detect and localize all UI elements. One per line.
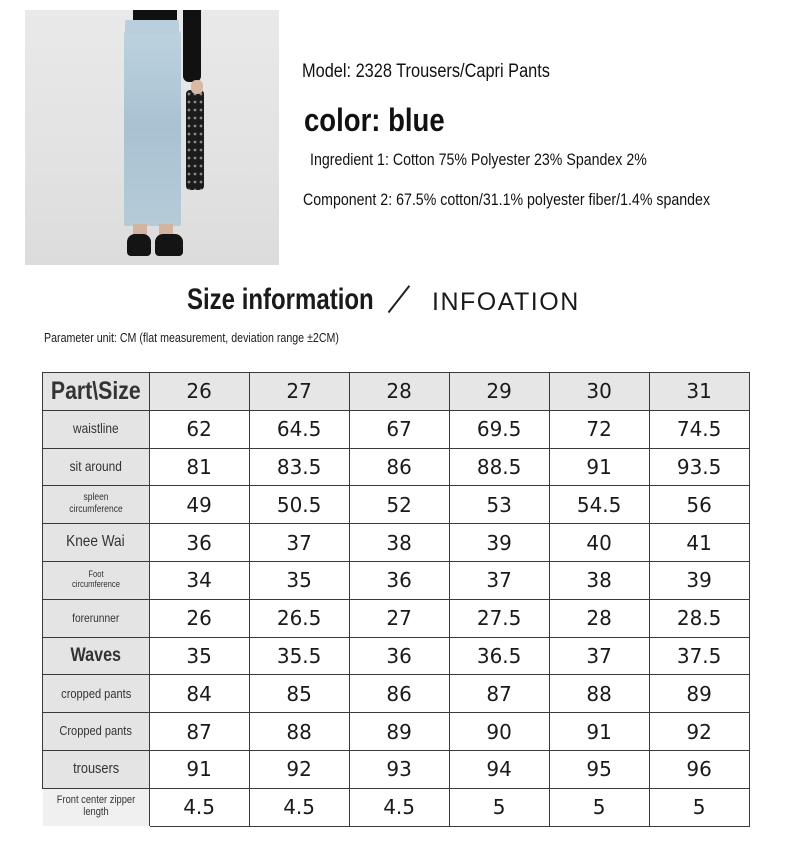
table-cell: 37 — [449, 561, 549, 599]
size-table — [42, 372, 750, 827]
table-cell: 36 — [349, 637, 449, 675]
table-row — [43, 448, 750, 486]
size-header: 31 — [649, 373, 749, 411]
component-2: Component 2: 67.5% cotton/31.1% polyester fiber/1.4% spandex — [303, 191, 711, 209]
part-label: Knee Wai — [43, 524, 150, 562]
size-header: 30 — [549, 373, 649, 411]
table-cell: 67 — [349, 410, 449, 448]
jeans-left-leg — [124, 30, 154, 226]
table-cell: 95 — [549, 750, 649, 788]
table-cell: 88 — [549, 675, 649, 713]
table-cell: 35.5 — [249, 637, 349, 675]
ingredient-1: Ingredient 1: Cotton 75% Polyester 23% Spandex 2% — [310, 151, 647, 169]
table-cell: 69.5 — [449, 410, 549, 448]
table-cell: 27 — [349, 599, 449, 637]
table-cell: 94 — [449, 750, 549, 788]
parameter-note: Parameter unit: CM (flat measurement, deviation range ±2CM) — [44, 330, 339, 345]
table-row — [43, 675, 750, 713]
part-label: spleen circumference — [43, 486, 150, 524]
color-label: color: blue — [304, 102, 445, 138]
table-cell: 4.5 — [149, 788, 249, 826]
size-header: 27 — [249, 373, 349, 411]
table-cell: 93.5 — [649, 448, 749, 486]
size-header: 28 — [349, 373, 449, 411]
size-header: 26 — [149, 373, 249, 411]
table-cell: 93 — [349, 750, 449, 788]
table-cell: 49 — [149, 486, 249, 524]
black-sleeve — [183, 10, 201, 82]
part-label: Foot circumference — [43, 561, 150, 599]
black-top — [133, 10, 177, 20]
table-cell: 35 — [149, 637, 249, 675]
table-cell: 37.5 — [649, 637, 749, 675]
table-cell: 86 — [349, 675, 449, 713]
table-cell: 54.5 — [549, 486, 649, 524]
part-label: waistline — [43, 410, 150, 448]
table-cell: 5 — [449, 788, 549, 826]
table-cell: 37 — [249, 524, 349, 562]
table-cell: 87 — [149, 713, 249, 751]
table-cell: 96 — [649, 750, 749, 788]
table-cell: 28.5 — [649, 599, 749, 637]
part-label: Waves — [43, 637, 150, 675]
loafer-shoe — [127, 234, 151, 256]
table-cell: 92 — [249, 750, 349, 788]
size-section-title: Size information — [187, 283, 374, 316]
table-cell: 88.5 — [449, 448, 549, 486]
title-separator — [388, 285, 410, 313]
part-label: cropped pants — [43, 675, 150, 713]
table-cell: 81 — [149, 448, 249, 486]
table-cell: 38 — [349, 524, 449, 562]
table-cell: 90 — [449, 713, 549, 751]
model-label: Model: 2328 Trousers/Capri Pants — [302, 61, 550, 82]
table-cell: 92 — [649, 713, 749, 751]
table-row — [43, 486, 750, 524]
table-cell: 26 — [149, 599, 249, 637]
table-row — [43, 599, 750, 637]
table-cell: 84 — [149, 675, 249, 713]
table-cell: 89 — [349, 713, 449, 751]
table-cell: 27.5 — [449, 599, 549, 637]
table-row — [43, 410, 750, 448]
loafer-shoe — [155, 234, 183, 256]
table-row — [43, 788, 750, 826]
table-cell: 91 — [549, 448, 649, 486]
part-label: forerunner — [43, 599, 150, 637]
table-row — [43, 524, 750, 562]
table-row — [43, 750, 750, 788]
hand — [191, 80, 203, 94]
table-cell: 89 — [649, 675, 749, 713]
table-cell: 91 — [549, 713, 649, 751]
part-label: trousers — [43, 750, 150, 788]
table-cell: 86 — [349, 448, 449, 486]
table-cell: 37 — [549, 637, 649, 675]
studded-bag — [186, 90, 204, 190]
part-label: sit around — [43, 448, 150, 486]
product-photo — [25, 10, 279, 265]
table-row — [43, 561, 750, 599]
table-cell: 39 — [649, 561, 749, 599]
table-cell: 5 — [649, 788, 749, 826]
table-cell: 39 — [449, 524, 549, 562]
jeans-waistband — [125, 20, 179, 34]
table-cell: 38 — [549, 561, 649, 599]
table-cell: 41 — [649, 524, 749, 562]
part-label: Front center zipper length — [43, 788, 150, 826]
table-cell: 36 — [149, 524, 249, 562]
table-cell: 87 — [449, 675, 549, 713]
table-cell: 88 — [249, 713, 349, 751]
table-cell: 64.5 — [249, 410, 349, 448]
table-cell: 5 — [549, 788, 649, 826]
table-cell: 35 — [249, 561, 349, 599]
table-cell: 28 — [549, 599, 649, 637]
table-cell: 34 — [149, 561, 249, 599]
table-cell: 74.5 — [649, 410, 749, 448]
size-header: 29 — [449, 373, 549, 411]
table-cell: 62 — [149, 410, 249, 448]
table-cell: 85 — [249, 675, 349, 713]
table-cell: 40 — [549, 524, 649, 562]
table-cell: 4.5 — [349, 788, 449, 826]
part-label: Cropped pants — [43, 713, 150, 751]
table-cell: 72 — [549, 410, 649, 448]
jeans-right-leg — [152, 30, 181, 226]
size-section-subtitle: INFOATION — [432, 288, 580, 316]
table-cell: 50.5 — [249, 486, 349, 524]
table-row — [43, 637, 750, 675]
table-cell: 83.5 — [249, 448, 349, 486]
table-cell: 36 — [349, 561, 449, 599]
corner-header: Part\Size — [43, 373, 150, 411]
size-header-row — [43, 373, 750, 411]
table-cell: 56 — [649, 486, 749, 524]
table-cell: 52 — [349, 486, 449, 524]
table-cell: 91 — [149, 750, 249, 788]
table-cell: 4.5 — [249, 788, 349, 826]
table-cell: 36.5 — [449, 637, 549, 675]
table-cell: 53 — [449, 486, 549, 524]
table-row — [43, 713, 750, 751]
table-cell: 26.5 — [249, 599, 349, 637]
